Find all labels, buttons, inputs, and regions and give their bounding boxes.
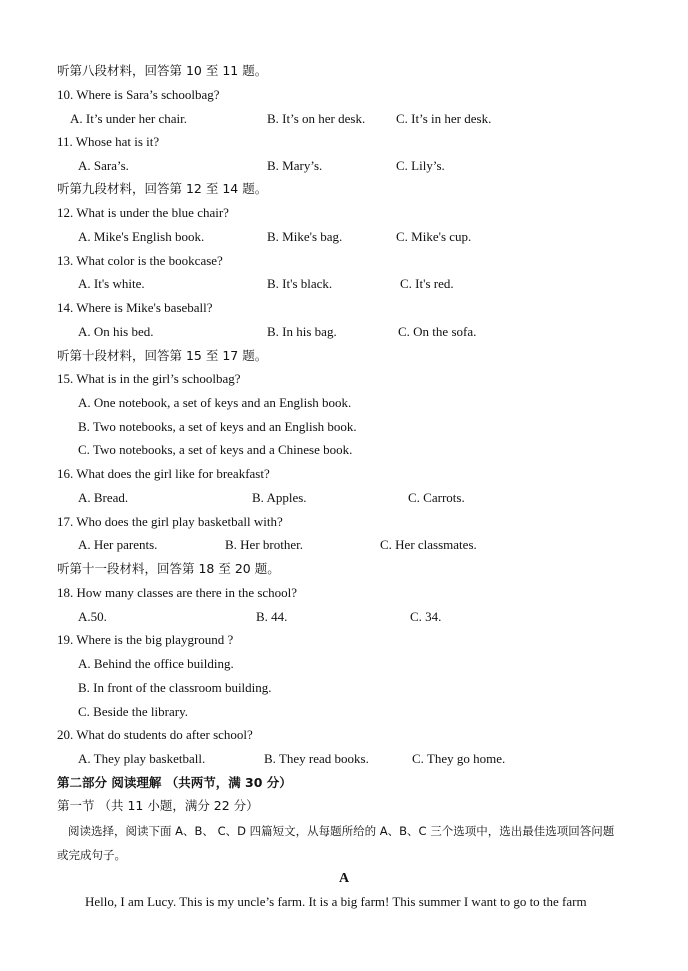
- question-10-stem: 10. Where is Sara’s schoolbag?: [57, 87, 220, 102]
- question-15-option-c: C. Two notebooks, a set of keys and a Chinese book.: [78, 442, 353, 457]
- question-11-option-b: B. Mary’s.: [267, 158, 323, 173]
- question-10-option-c: C. It’s in her desk.: [396, 111, 492, 126]
- question-20-option-a: A. They play basketball.: [78, 751, 206, 766]
- question-19-option-c: C. Beside the library.: [78, 704, 188, 719]
- section-8-heading: 听第八段材料，回答第 10 至 11 题。: [57, 63, 268, 78]
- reading-instructions-line-2: 或完成句子。: [57, 848, 126, 862]
- question-19-stem: 19. Where is the big playground ?: [57, 632, 234, 647]
- question-15-option-b: B. Two notebooks, a set of keys and an English book.: [78, 419, 357, 434]
- section-9-heading: 听第九段材料，回答第 12 至 14 题。: [57, 181, 268, 196]
- question-11-option-c: C. Lily’s.: [396, 158, 445, 173]
- question-16-stem: 16. What does the girl like for breakfast?: [57, 466, 270, 481]
- question-18-option-c: C. 34.: [410, 609, 442, 624]
- reading-instructions-line-1: 阅读选择，阅读下面 A、B、 C、D 四篇短文，从每题所给的 A、B、C 三个选项中，选出最佳选项回答问题: [68, 824, 615, 838]
- question-16-option-b: B. Apples.: [252, 490, 307, 505]
- question-20-stem: 20. What do students do after school?: [57, 727, 253, 742]
- question-17-option-c: C. Her classmates.: [380, 537, 477, 552]
- passage-a-label: A: [338, 871, 350, 886]
- question-14-option-a: A. On his bed.: [78, 324, 154, 339]
- question-14-stem: 14. Where is Mike's baseball?: [57, 300, 213, 315]
- question-13-option-a: A. It's white.: [78, 276, 145, 291]
- question-13-option-b: B. It's black.: [267, 276, 333, 291]
- question-12-option-c: C. Mike's cup.: [396, 229, 472, 244]
- part-2-title: 第二部分 阅读理解 （共两节，满 30 分）: [57, 775, 292, 790]
- question-19-option-a: A. Behind the office building.: [78, 656, 234, 671]
- passage-a-first-line: Hello, I am Lucy. This is my uncle’s farm. It is a big farm! This summer I want to go to the farm: [85, 894, 587, 909]
- question-18-option-b: B. 44.: [256, 609, 288, 624]
- question-14-option-b: B. In his bag.: [267, 324, 337, 339]
- question-12-option-a: A. Mike's English book.: [78, 229, 205, 244]
- question-16-option-c: C. Carrots.: [408, 490, 465, 505]
- question-18-stem: 18. How many classes are there in the school?: [57, 585, 298, 600]
- question-20-option-b: B. They read books.: [264, 751, 369, 766]
- question-10-option-a: A. It’s under her chair.: [70, 111, 187, 126]
- question-15-option-a: A. One notebook, a set of keys and an English book.: [78, 395, 352, 410]
- question-13-stem: 13. What color is the bookcase?: [57, 253, 223, 268]
- section-10-heading: 听第十段材料，回答第 15 至 17 题。: [57, 348, 268, 363]
- question-13-option-c: C. It's red.: [400, 276, 454, 291]
- part-2-section-1-heading: 第一节 （共 11 小题，满分 22 分）: [57, 798, 259, 813]
- question-20-option-c: C. They go home.: [412, 751, 506, 766]
- question-15-stem: 15. What is in the girl’s schoolbag?: [57, 371, 241, 386]
- question-11-stem: 11. Whose hat is it?: [57, 134, 160, 149]
- question-17-option-b: B. Her brother.: [225, 537, 303, 552]
- question-11-option-a: A. Sara’s.: [78, 158, 129, 173]
- section-11-heading: 听第十一段材料，回答第 18 至 20 题。: [57, 561, 280, 576]
- question-19-option-b: B. In front of the classroom building.: [78, 680, 272, 695]
- question-17-option-a: A. Her parents.: [78, 537, 158, 552]
- question-17-stem: 17. Who does the girl play basketball with?: [57, 514, 283, 529]
- question-12-option-b: B. Mike's bag.: [267, 229, 343, 244]
- question-12-stem: 12. What is under the blue chair?: [57, 205, 229, 220]
- question-18-option-a: A.50.: [78, 609, 107, 624]
- question-10-option-b: B. It’s on her desk.: [267, 111, 366, 126]
- question-14-option-c: C. On the sofa.: [398, 324, 477, 339]
- question-16-option-a: A. Bread.: [78, 490, 129, 505]
